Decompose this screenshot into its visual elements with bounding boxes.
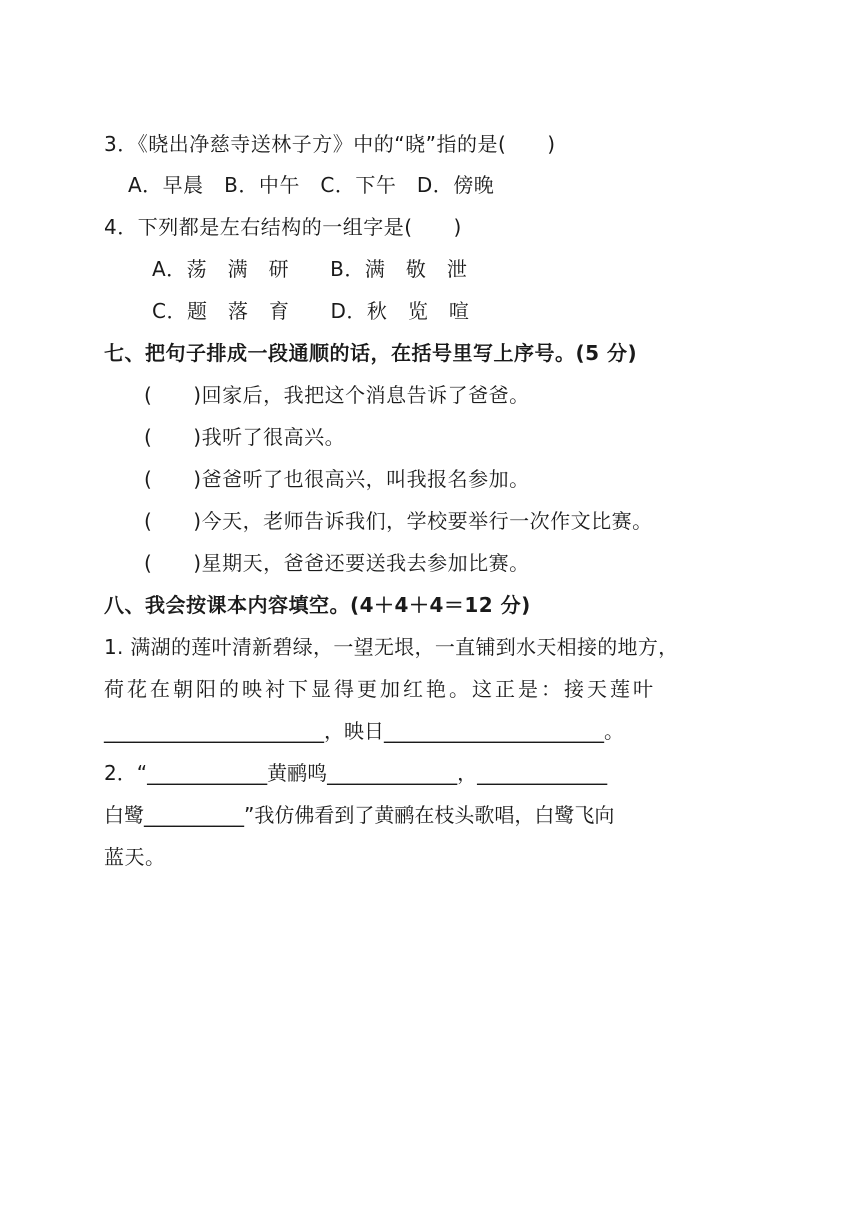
q3-options: A．早晨 B．中午 C．下午 D．傍晚	[128, 173, 495, 197]
section8-q1-line2: 荷花在朝阳的映衬下显得更加红艳。这正是：接天莲叶	[104, 677, 656, 701]
section8-title: 八、我会按课本内容填空。(4＋4＋4＝12 分)	[104, 593, 531, 617]
q3-stem: 3．《晓出净慈寺送林子方》中的“晓”指的是( )	[104, 132, 556, 156]
section7-title: 七、把句子排成一段通顺的话，在括号里写上序号。(5 分)	[104, 341, 638, 365]
section7-item-1: ( )回家后，我把这个消息告诉了爸爸。	[144, 383, 530, 407]
section7-item-2: ( )我听了很高兴。	[144, 425, 346, 449]
section7-item-4: ( )今天，老师告诉我们，学校要举行一次作文比赛。	[144, 509, 653, 533]
section8-q1-line1: 1. 满湖的莲叶清新碧绿，一望无垠，一直铺到水天相接的地方，	[104, 635, 679, 659]
q4-stem: 4．下列都是左右结构的一组字是( )	[104, 215, 462, 239]
section8-q2-line2: 白鹭__________”我仿佛看到了黄鹂在枝头歌唱，白鹭飞向	[104, 803, 615, 827]
section8-q1-line3: ______________________，映日______________________。	[104, 719, 624, 743]
section8-q2-line3: 蓝天。	[104, 845, 166, 869]
q4-options-row2: C．题 落 育 D．秋 览 喧	[152, 299, 470, 323]
section8-q2-line1: 2．“____________黄鹂鸣_____________，_____________	[104, 761, 608, 785]
section7-item-3: ( )爸爸听了也很高兴，叫我报名参加。	[144, 467, 530, 491]
q4-options-row1: A．荡 满 研 B．满 敬 泄	[152, 257, 468, 281]
section7-item-5: ( )星期天，爸爸还要送我去参加比赛。	[144, 551, 530, 575]
